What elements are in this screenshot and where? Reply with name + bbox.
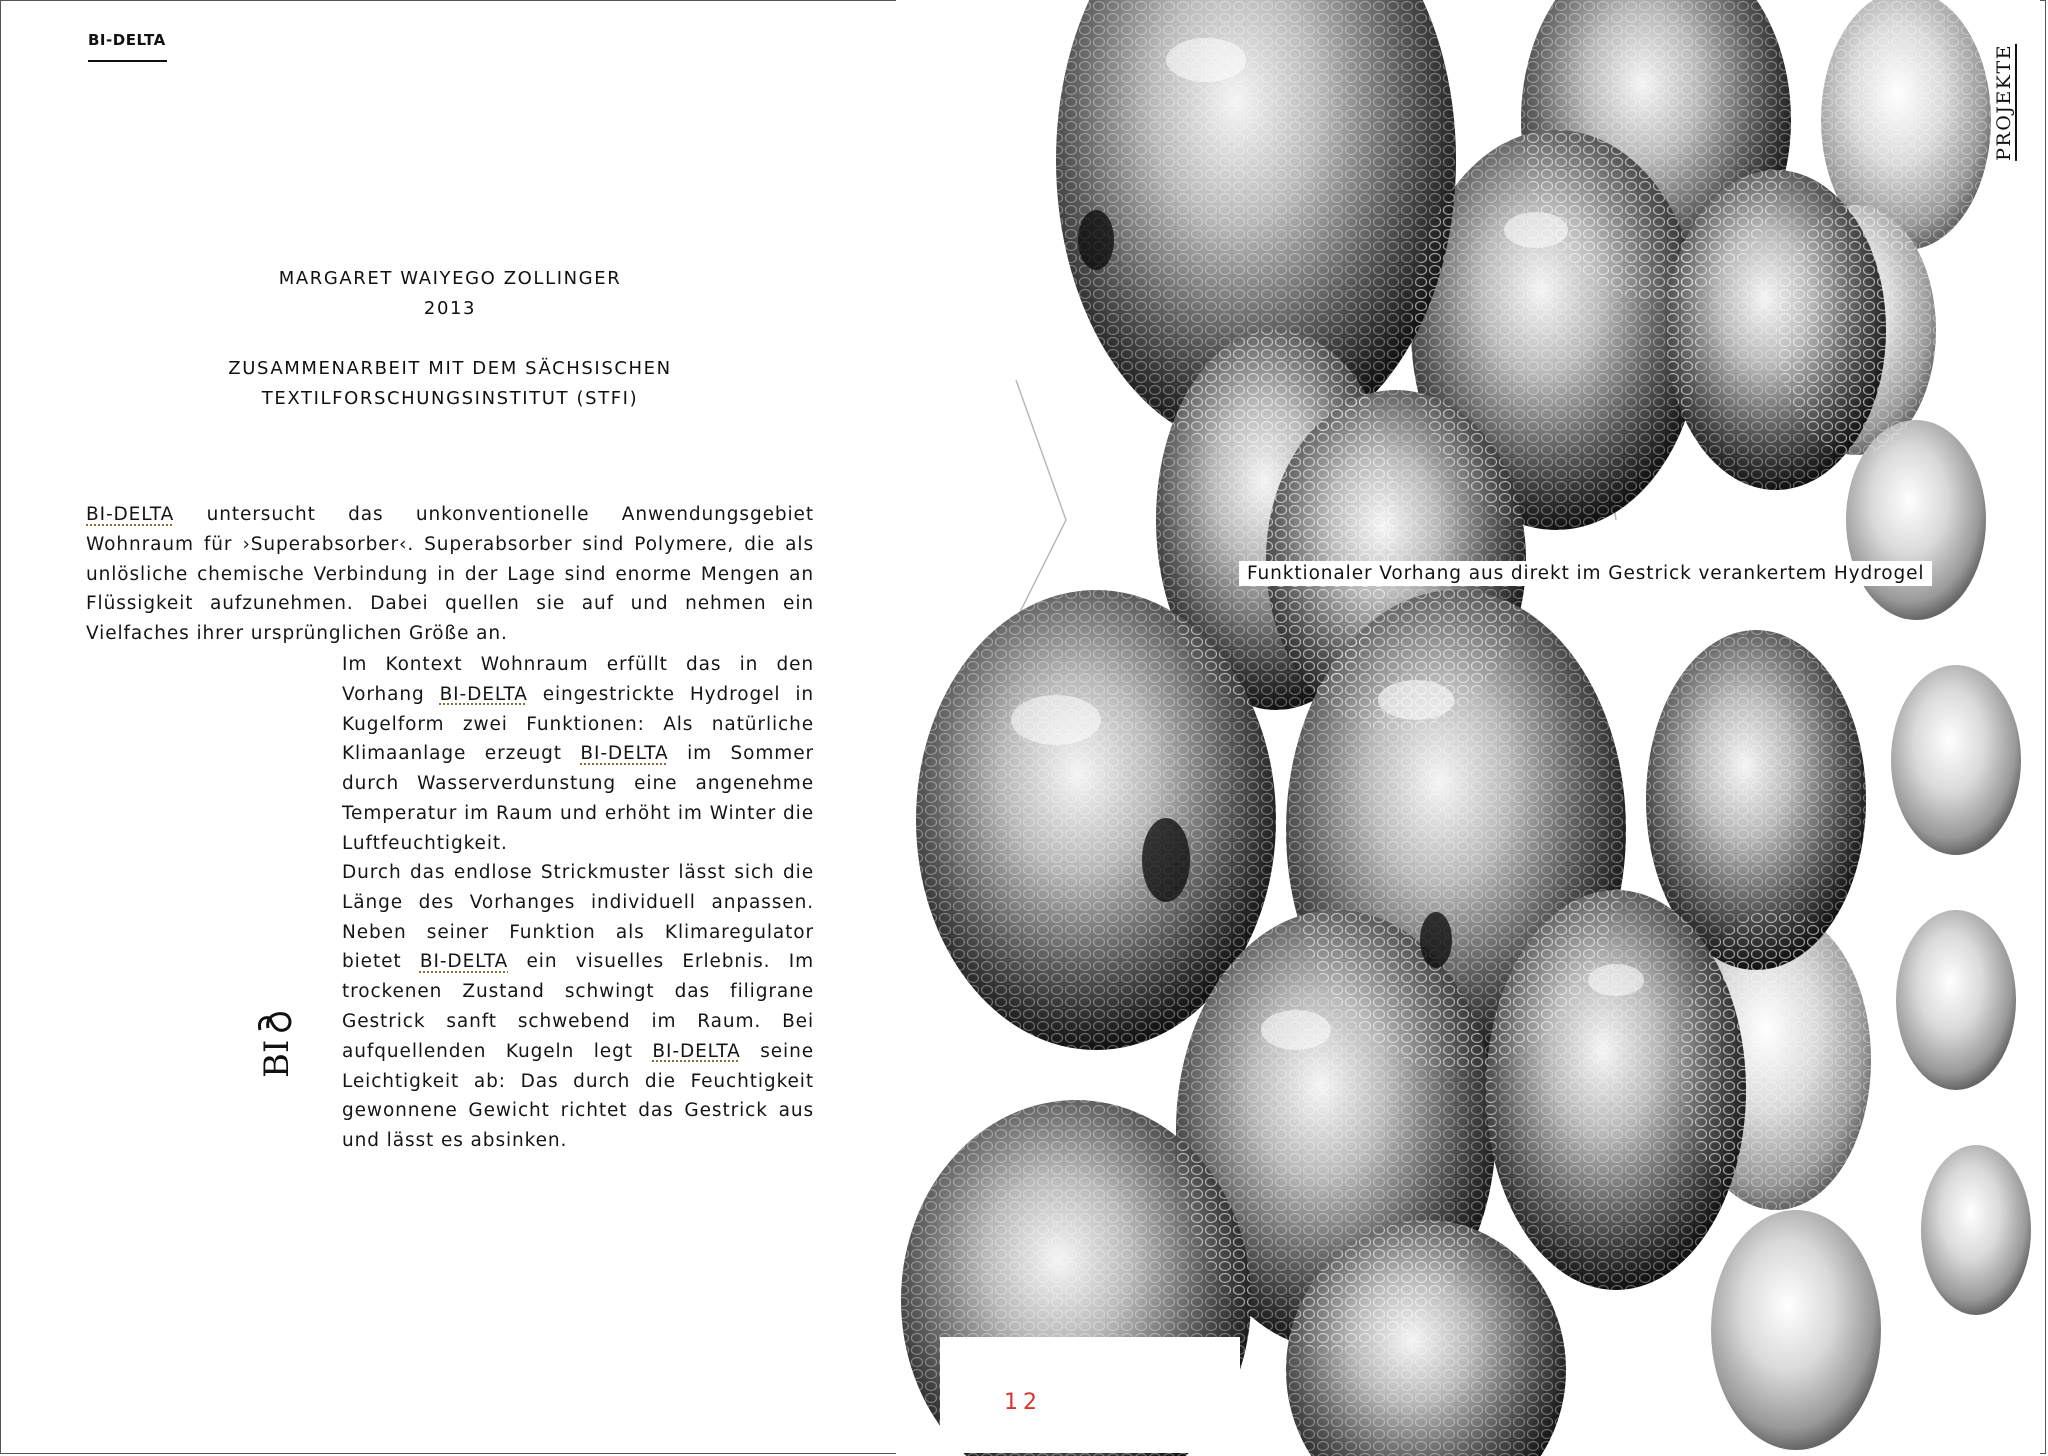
pattern-text-b: ein visuelles Erlebnis. Im trockenen Zustand schwingt das filigrane Gestrick sanft schwebend im Raum. Bei aufquellenden Kugeln legt: [342, 951, 815, 1062]
pattern-text-c: seine Leichtigkeit ab: Das durch die Feuchtigkeit gewonnene Gewicht richtet das Gestrick aus und lässt es absinken.: [342, 1040, 814, 1152]
hydrogel-spheres-illustration: [896, 0, 2040, 1454]
pattern-paragraph: [342, 858, 814, 1156]
photo-caption: Funktionaler Vorhang aus direkt im Gestrick verankertem Hydrogel: [1239, 561, 1932, 586]
function-text-b: eingestrickte Hydrogel in Kugelform zwei Funktionen: Als natürliche Klimaanlage erzeugt: [342, 683, 814, 765]
brand-name: BI-DELTA: [86, 504, 175, 525]
page-number-box: [940, 1337, 1240, 1453]
brand-name: BI-DELTA: [580, 743, 669, 765]
page-number: 12: [1004, 1390, 1042, 1415]
project-year: 2013: [423, 298, 477, 319]
bi-delta-logo-glyphs: [257, 1014, 297, 1078]
section-label: BI-DELTA: [88, 31, 166, 49]
author-name: MARGARET WAIYEGO ZOLLINGER: [278, 268, 622, 289]
hydrogel-curtain-photo: [896, 0, 2040, 1454]
brand-name: BI-DELTA: [652, 1040, 741, 1062]
svg-text:BI: BI: [257, 1039, 297, 1078]
function-text-c: im Sommer durch Wasserverdunstung eine angenehme Temperatur im Raum und erhöht im Winter die Luftfeuchtigkeit.: [342, 743, 815, 854]
intro-text: untersucht das unkonventionelle Anwendungsgebiet Wohnraum für ›Superabsorber‹. Superabsorber sind Polymere, die als unlösliche chemische Verbindung in der Lage sind enorme Mengen an Flüssigkeit aufzunehmen. Dabei quellen sie auf und nehmen ein Vielfaches ihrer ursprünglichen Größe an.: [86, 504, 814, 645]
collaboration-line-2: TEXTILFORSCHUNGSINSTITUT (STFI): [261, 388, 639, 409]
bi-delta-logo: [257, 1003, 310, 1081]
side-tab-label: PROJEKTE: [1986, 44, 2017, 161]
pattern-text-a: Durch das endlose Strickmuster lässt sich die Länge des Vorhanges individuell anpassen. Neben seiner Funktion als Klimaregulator bietet: [342, 862, 814, 973]
collaboration-line-1: ZUSAMMENARBEIT MIT DEM SÄCHSISCHEN: [228, 358, 672, 379]
function-text-a: Im Kontext Wohnraum erfüllt das in den Vorhang: [342, 654, 814, 705]
brand-name: BI-DELTA: [439, 683, 528, 705]
project-credits: [150, 264, 750, 414]
credits-spacer: [150, 324, 750, 354]
function-paragraph: [342, 650, 814, 859]
brand-name: BI-DELTA: [419, 951, 509, 973]
section-label-underline: [88, 60, 167, 62]
intro-paragraph: [86, 500, 814, 649]
